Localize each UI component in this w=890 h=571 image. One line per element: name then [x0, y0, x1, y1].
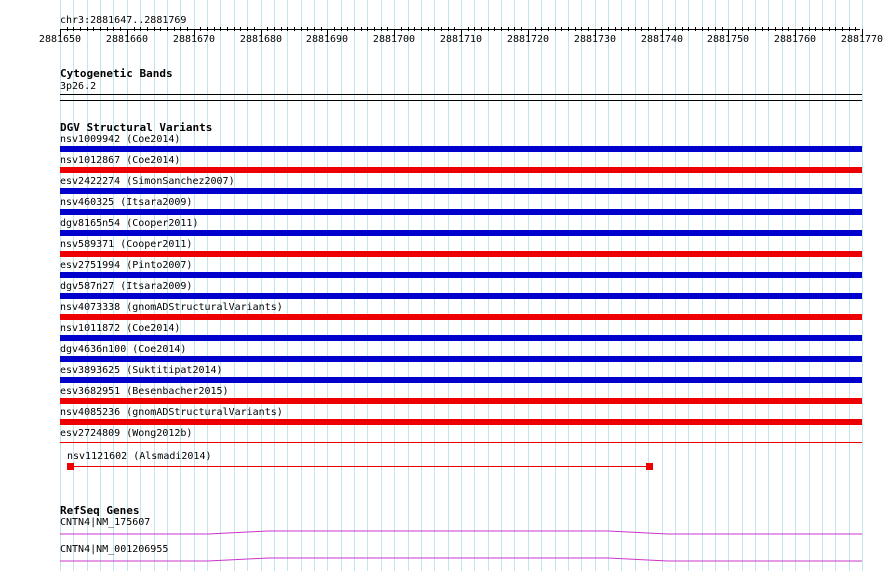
- dgv-variant-intron-line[interactable]: [70, 466, 650, 467]
- ruler-minor-tick: [768, 27, 769, 31]
- ruler-minor-tick: [501, 27, 502, 31]
- ruler-minor-tick: [601, 27, 602, 31]
- dgv-variant-bar[interactable]: [60, 442, 862, 443]
- ruler-minor-tick: [227, 27, 228, 31]
- grid-line: [261, 0, 262, 571]
- ruler-minor-tick: [334, 27, 335, 31]
- grid-line: [742, 0, 743, 571]
- grid-line: [234, 0, 235, 571]
- dgv-variant-block[interactable]: [646, 463, 653, 470]
- ruler-tick-label: 2881750: [706, 34, 750, 45]
- grid-line: [367, 0, 368, 571]
- grid-line: [782, 0, 783, 571]
- ruler-minor-tick: [635, 27, 636, 31]
- ruler-minor-tick: [160, 27, 161, 31]
- ruler-minor-tick: [735, 27, 736, 31]
- ruler-position-label: chr3:2881647..2881769: [60, 15, 187, 26]
- refseq-gene-intron[interactable]: [58, 555, 868, 565]
- grid-line: [648, 0, 649, 571]
- ruler-minor-tick: [481, 27, 482, 31]
- grid-line: [675, 0, 676, 571]
- ruler-tick-label: 2881710: [439, 34, 483, 45]
- dgv-variant-bar[interactable]: [60, 419, 862, 425]
- ruler-minor-tick: [748, 27, 749, 31]
- ruler-minor-tick: [174, 27, 175, 31]
- ruler-minor-tick: [575, 27, 576, 31]
- ruler-minor-tick: [441, 27, 442, 31]
- ruler-minor-tick: [234, 27, 235, 31]
- ruler-tick-label: 2881720: [506, 34, 550, 45]
- ruler-minor-tick: [494, 27, 495, 31]
- dgv-variant-label[interactable]: nsv4085236 (gnomADStructuralVariants): [60, 407, 283, 418]
- dgv-variant-bar[interactable]: [60, 230, 862, 236]
- ruler-minor-tick: [702, 27, 703, 31]
- ruler-minor-tick: [815, 27, 816, 31]
- grid-line: [621, 0, 622, 571]
- ruler-minor-tick: [555, 27, 556, 31]
- grid-line: [394, 0, 395, 571]
- ruler-minor-tick: [568, 27, 569, 31]
- ruler-minor-tick: [835, 27, 836, 31]
- grid-line: [220, 0, 221, 571]
- grid-line: [809, 0, 810, 571]
- grid-line: [581, 0, 582, 571]
- dgv-variant-label[interactable]: dgv4636n100 (Coe2014): [60, 344, 187, 355]
- ruler-minor-tick: [294, 27, 295, 31]
- ruler-minor-tick: [134, 27, 135, 31]
- dgv-variant-label[interactable]: esv3682951 (Besenbacher2015): [60, 386, 229, 397]
- ruler-minor-tick: [140, 27, 141, 31]
- grid-line: [528, 0, 529, 571]
- ruler-minor-tick: [321, 27, 322, 31]
- dgv-variant-label[interactable]: nsv1012867 (Coe2014): [60, 155, 181, 166]
- cytoband-line: [60, 94, 862, 95]
- grid-line: [635, 0, 636, 571]
- grid-line: [555, 0, 556, 571]
- ruler-minor-tick: [802, 27, 803, 31]
- grid-line: [474, 0, 475, 571]
- dgv-variant-label[interactable]: nsv4073338 (gnomADStructuralVariants): [60, 302, 283, 313]
- ruler-minor-tick: [240, 27, 241, 31]
- grid-line: [728, 0, 729, 571]
- ruler-tick-label: 2881740: [640, 34, 684, 45]
- ruler-minor-tick: [675, 27, 676, 31]
- ruler-minor-tick: [341, 27, 342, 31]
- ruler-minor-tick: [788, 27, 789, 31]
- dgv-variant-bar[interactable]: [60, 188, 862, 194]
- grid-line: [287, 0, 288, 571]
- grid-line: [595, 0, 596, 571]
- ruler-minor-tick: [361, 27, 362, 31]
- ruler-minor-tick: [561, 27, 562, 31]
- ruler-minor-tick: [367, 27, 368, 31]
- grid-line: [381, 0, 382, 571]
- ruler-minor-tick: [454, 27, 455, 31]
- cytobands-track-title: Cytogenetic Bands: [60, 67, 173, 80]
- grid-line: [822, 0, 823, 571]
- dgv-variant-bar[interactable]: [60, 251, 862, 257]
- grid-line: [421, 0, 422, 571]
- ruler-minor-tick: [782, 27, 783, 31]
- grid-line: [488, 0, 489, 571]
- ruler-minor-tick: [682, 27, 683, 31]
- grid-line: [795, 0, 796, 571]
- grid-line: [434, 0, 435, 571]
- dgv-track-title: DGV Structural Variants: [60, 121, 213, 134]
- ruler-minor-tick: [822, 27, 823, 31]
- ruler-minor-tick: [374, 27, 375, 31]
- ruler-minor-tick: [588, 27, 589, 31]
- ruler-minor-tick: [715, 27, 716, 31]
- ruler-minor-tick: [401, 27, 402, 31]
- ruler-tick-label: 2881700: [372, 34, 416, 45]
- ruler-minor-tick: [755, 27, 756, 31]
- ruler-minor-tick: [408, 27, 409, 31]
- ruler-minor-tick: [548, 27, 549, 31]
- ruler-minor-tick: [508, 27, 509, 31]
- ruler-minor-tick: [220, 27, 221, 31]
- dgv-variant-label[interactable]: nsv1011872 (Coe2014): [60, 323, 181, 334]
- ruler-minor-tick: [722, 27, 723, 31]
- ruler-minor-tick: [648, 27, 649, 31]
- grid-line: [688, 0, 689, 571]
- dgv-variant-bar[interactable]: [60, 209, 862, 215]
- ruler-minor-tick: [281, 27, 282, 31]
- ruler-minor-tick: [73, 27, 74, 31]
- ruler-minor-tick: [80, 27, 81, 31]
- grid-line: [835, 0, 836, 571]
- grid-line: [501, 0, 502, 571]
- grid-line: [849, 0, 850, 571]
- grid-line: [541, 0, 542, 571]
- cytoband-label: 3p26.2: [60, 81, 97, 92]
- ruler-minor-tick: [641, 27, 642, 31]
- dgv-variant-label[interactable]: esv2724809 (Wong2012b): [60, 428, 193, 439]
- ruler-minor-tick: [775, 27, 776, 31]
- ruler-minor-tick: [615, 27, 616, 31]
- ruler-tick-label: 2881770: [840, 34, 884, 45]
- ruler-minor-tick: [200, 27, 201, 31]
- ruler-minor-tick: [167, 27, 168, 31]
- ruler-minor-tick: [514, 27, 515, 31]
- dgv-variant-label[interactable]: nsv589371 (Cooper2011): [60, 239, 193, 250]
- ruler-minor-tick: [621, 27, 622, 31]
- ruler-minor-tick: [809, 27, 810, 31]
- ruler-minor-tick: [287, 27, 288, 31]
- ruler-minor-tick: [414, 27, 415, 31]
- ruler-minor-tick: [688, 27, 689, 31]
- grid-line: [461, 0, 462, 571]
- grid-line: [194, 0, 195, 571]
- dgv-variant-label[interactable]: esv2751994 (Pinto2007): [60, 260, 193, 271]
- ruler-minor-tick: [535, 27, 536, 31]
- ruler-minor-tick: [541, 27, 542, 31]
- dgv-variant-bar[interactable]: [60, 167, 862, 173]
- ruler-minor-tick: [87, 27, 88, 31]
- ruler-minor-tick: [421, 27, 422, 31]
- grid-line: [301, 0, 302, 571]
- ruler-minor-tick: [829, 27, 830, 31]
- ruler-minor-tick: [120, 27, 121, 31]
- ruler-minor-tick: [100, 27, 101, 31]
- ruler-tick-label: 2881730: [573, 34, 617, 45]
- grid-line: [408, 0, 409, 571]
- ruler-minor-tick: [113, 27, 114, 31]
- ruler-minor-tick: [668, 27, 669, 31]
- ruler-minor-tick: [448, 27, 449, 31]
- dgv-variant-bar[interactable]: [60, 356, 862, 362]
- dgv-variant-label[interactable]: esv3893625 (Suktitipat2014): [60, 365, 223, 376]
- ruler-minor-tick: [180, 27, 181, 31]
- dgv-variant-block[interactable]: [67, 463, 74, 470]
- ruler-minor-tick: [434, 27, 435, 31]
- refseq-gene-label[interactable]: CNTN4|NM_001206955: [60, 544, 169, 555]
- grid-line: [448, 0, 449, 571]
- ruler-minor-tick: [474, 27, 475, 31]
- dgv-variant-label[interactable]: nsv1009942 (Coe2014): [60, 134, 181, 145]
- ruler-minor-tick: [354, 27, 355, 31]
- ruler-minor-tick: [93, 27, 94, 31]
- dgv-variant-bar[interactable]: [60, 293, 862, 299]
- grid-line: [274, 0, 275, 571]
- ruler-minor-tick: [254, 27, 255, 31]
- grid-line: [862, 0, 863, 571]
- grid-line: [608, 0, 609, 571]
- refseq-gene-intron[interactable]: [58, 528, 868, 538]
- refseq-gene-label[interactable]: CNTN4|NM_175607: [60, 517, 151, 528]
- ruler-minor-tick: [655, 27, 656, 31]
- ruler-minor-tick: [488, 27, 489, 31]
- dgv-variant-bar[interactable]: [60, 335, 862, 341]
- dgv-variant-label[interactable]: dgv8165n54 (Cooper2011): [60, 218, 199, 229]
- ruler-minor-tick: [468, 27, 469, 31]
- ruler-minor-tick: [742, 27, 743, 31]
- refseq-intron-line: [60, 558, 862, 561]
- ruler-minor-tick: [708, 27, 709, 31]
- ruler-minor-tick: [387, 27, 388, 31]
- ruler-minor-tick: [842, 27, 843, 31]
- ruler-minor-tick: [695, 27, 696, 31]
- grid-line: [514, 0, 515, 571]
- ruler-tick-label: 2881650: [38, 34, 82, 45]
- dgv-variant-bar[interactable]: [60, 146, 862, 152]
- grid-line: [768, 0, 769, 571]
- ruler-minor-tick: [762, 27, 763, 31]
- grid-line: [354, 0, 355, 571]
- dgv-variant-bar[interactable]: [60, 377, 862, 383]
- dgv-variant-label[interactable]: nsv460325 (Itsara2009): [60, 197, 193, 208]
- ruler-minor-tick: [147, 27, 148, 31]
- refseq-track-title: RefSeq Genes: [60, 504, 140, 517]
- ruler-minor-tick: [581, 27, 582, 31]
- grid-line: [207, 0, 208, 571]
- ruler-minor-tick: [267, 27, 268, 31]
- ruler-minor-tick: [849, 27, 850, 31]
- track-divider: [60, 100, 862, 101]
- ruler-tick-label: 2881690: [305, 34, 349, 45]
- grid-line: [327, 0, 328, 571]
- dgv-variant-label[interactable]: nsv1121602 (Alsmadi2014): [67, 451, 212, 462]
- dgv-variant-bar[interactable]: [60, 272, 862, 278]
- ruler-minor-tick: [67, 27, 68, 31]
- ruler-minor-tick: [381, 27, 382, 31]
- grid-line: [568, 0, 569, 571]
- dgv-variant-label[interactable]: esv2422274 (SimonSanchez2007): [60, 176, 235, 187]
- ruler-minor-tick: [107, 27, 108, 31]
- grid-line: [341, 0, 342, 571]
- dgv-variant-bar[interactable]: [60, 398, 862, 404]
- grid-line: [662, 0, 663, 571]
- ruler-minor-tick: [608, 27, 609, 31]
- grid-line: [755, 0, 756, 571]
- ruler-minor-tick: [521, 27, 522, 31]
- ruler-minor-tick: [207, 27, 208, 31]
- ruler-minor-tick: [628, 27, 629, 31]
- grid-line: [702, 0, 703, 571]
- dgv-variant-bar[interactable]: [60, 314, 862, 320]
- ruler-minor-tick: [187, 27, 188, 31]
- ruler-minor-tick: [307, 27, 308, 31]
- ruler-tick-label: 2881680: [239, 34, 283, 45]
- grid-line: [715, 0, 716, 571]
- dgv-variant-label[interactable]: dgv587n27 (Itsara2009): [60, 281, 193, 292]
- ruler-tick-label: 2881670: [172, 34, 216, 45]
- ruler-minor-tick: [214, 27, 215, 31]
- ruler-minor-tick: [154, 27, 155, 31]
- ruler-tick-label: 2881660: [105, 34, 149, 45]
- ruler-tick-label: 2881760: [773, 34, 817, 45]
- grid-line: [314, 0, 315, 571]
- ruler-minor-tick: [855, 27, 856, 31]
- ruler-minor-tick: [314, 27, 315, 31]
- ruler-minor-tick: [274, 27, 275, 31]
- ruler-minor-tick: [428, 27, 429, 31]
- refseq-intron-line: [60, 531, 862, 534]
- ruler-minor-tick: [301, 27, 302, 31]
- ruler-minor-tick: [347, 27, 348, 31]
- ruler-minor-tick: [247, 27, 248, 31]
- grid-line: [247, 0, 248, 571]
